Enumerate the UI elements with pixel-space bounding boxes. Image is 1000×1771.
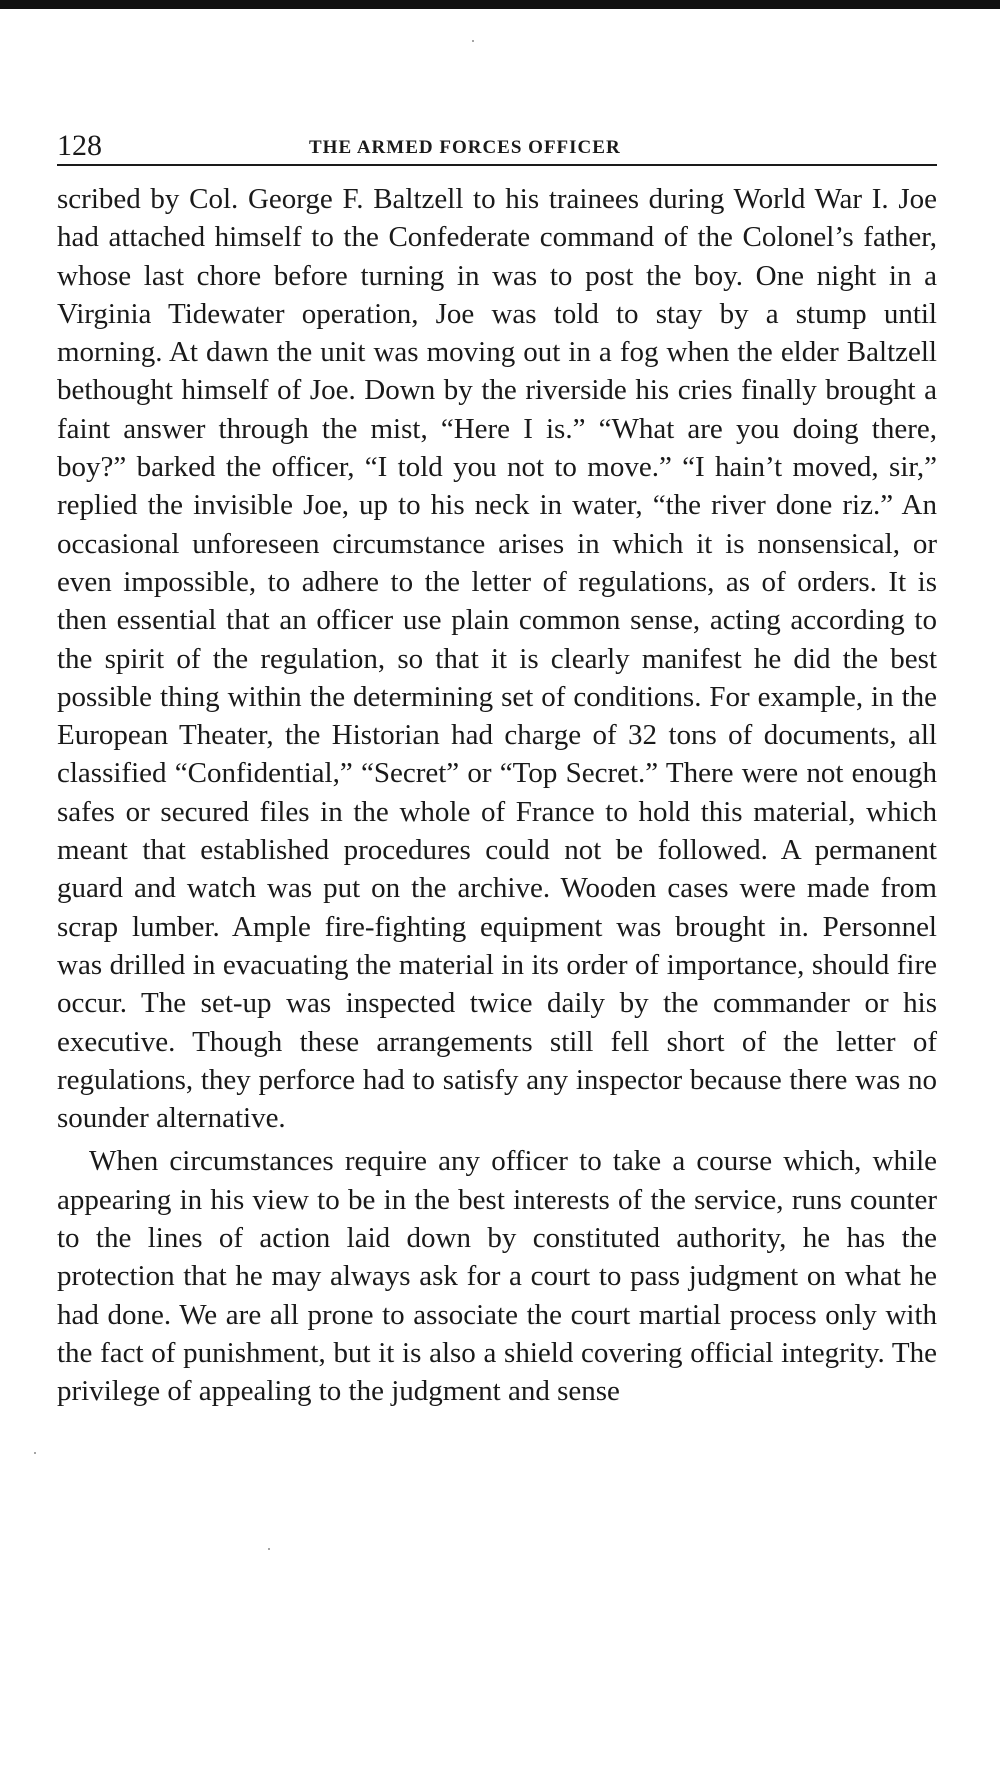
body-text	[57, 180, 937, 1411]
scan-speck	[268, 1548, 270, 1550]
running-title: THE ARMED FORCES OFFICER	[309, 137, 621, 158]
page-number: 128	[57, 129, 102, 162]
page-top-border	[0, 0, 1000, 9]
scan-speck	[34, 1452, 36, 1454]
header-rule	[57, 164, 937, 166]
paragraph-continued: scribed by Col. George F. Baltzell to his trainees during World War I. Joe had attached himself to the Confederate command of the Colonel’s father, whose last chore before turning in was to post the boy. One night in a Virginia Tidewater operation, Joe was told to stay by a stump until morning. At dawn the unit was moving out in a fog when the elder Baltzell bethought himself of Joe. Down by the riverside his cries finally brought a faint answer through the mist, “Here I is.” “What are you doing there, boy?” barked the officer, “I told you not to move.” “I hain’t moved, sir,” replied the invisible Joe, up to his neck in water, “the river done riz.” An occasional unforeseen circumstance arises in which it is nonsensical, or even impossible, to adhere to the letter of regulations, as of orders. It is then essential that an officer use plain common sense, acting according to the spirit of the regulation, so that it is clearly manifest he did the best possible thing within the determining set of conditions. For example, in the European Theater, the Historian had charge of 32 tons of documents, all classified “Confidential,” “Secret” or “Top Secret.” There were not enough safes or secured files in the whole of France to hold this material, which meant that established procedures could not be followed. A permanent guard and watch was put on the archive. Wooden cases were made from scrap lumber. Ample fire-fighting equipment was brought in. Personnel was drilled in evacuating the material in its order of importance, should fire occur. The set-up was inspected twice daily by the commander or his executive. Though these arrangements still fell short of the letter of regulations, they perforce had to satisfy any inspector because there was no sounder alternative.	[57, 183, 937, 1135]
page-header	[57, 126, 937, 166]
scan-speck	[472, 40, 474, 42]
paragraph-court-martial: When circumstances require any officer to take a course which, while appearing in his view to be in the best interests of the service, runs counter to the lines of action laid down by constituted authority, he has the protection that he may always ask for a court to pass judgment on what he had done. We are all prone to associate the court martial process only with the fact of punishment, but it is also a shield covering official integrity. The privilege of appealing to the judgment and sense	[57, 1145, 937, 1408]
